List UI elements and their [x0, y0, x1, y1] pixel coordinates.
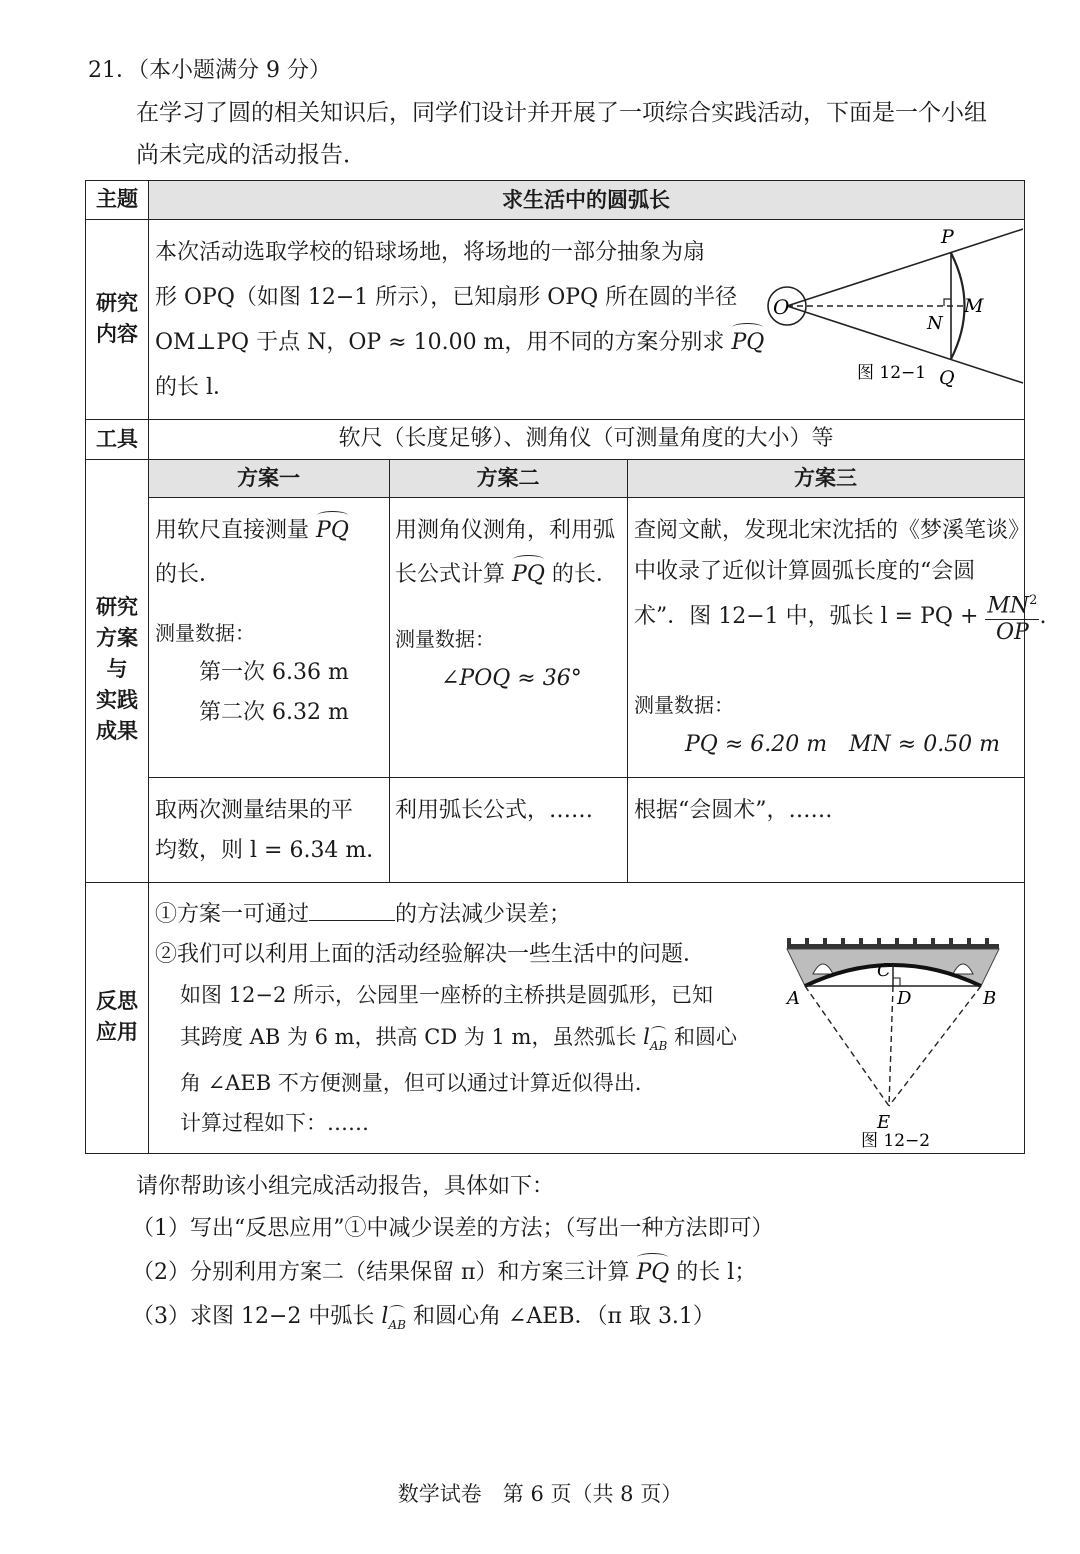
- plan-2-data-1: ∠POQ ≈ 36°: [441, 666, 582, 691]
- plan-3-data-1: PQ ≈ 6.20 m: [685, 732, 828, 757]
- plan-3-result: 根据“会圆术”，……: [634, 798, 833, 823]
- reflect-line-2: ②我们可以利用上面的活动经验解决一些生活中的问题．: [155, 942, 706, 967]
- plan-1-line-1: 用软尺直接测量 PQ: [155, 516, 349, 546]
- reflect-label: 反思 应用: [96, 989, 138, 1044]
- plan-1-result-1: 取两次测量结果的平: [155, 798, 354, 823]
- plan-1-result-2: 均数，则 l = 6.34 m．: [155, 838, 389, 863]
- plan-2-line-2: 长公式计算 PQ 的长．: [395, 560, 618, 590]
- question-intro-line-2: 尚未完成的活动报告．: [136, 142, 366, 168]
- label-m: M: [964, 295, 984, 317]
- topic-value: 求生活中的圆弧长: [502, 188, 670, 212]
- label-p: P: [941, 226, 954, 248]
- reflect-line-5: 角 ∠AEB 不方便测量，但可以通过计算近似得出．: [180, 1071, 656, 1095]
- label-a: A: [787, 988, 800, 1009]
- content-line-2: 形 OPQ（如图 12−1 所示），已知扇形 OPQ 所在圆的半径: [155, 285, 738, 310]
- label-o: O: [773, 295, 790, 319]
- plan-1-line-2: 的长．: [155, 562, 222, 587]
- plan-1-header: 方案一: [237, 466, 300, 490]
- figure-12-1: [757, 224, 1023, 418]
- plan-3-formula-fraction: $\frac{MN^2}{OP}$: [985, 588, 1039, 646]
- plan-2-header: 方案二: [476, 466, 540, 490]
- fill-blank[interactable]: [309, 900, 395, 921]
- label-c: C: [877, 960, 891, 981]
- label-b: B: [983, 988, 997, 1009]
- plan-2-line-1: 用测角仪测角，利用弧: [395, 518, 616, 543]
- plan-2-result: 利用弧长公式，……: [395, 798, 594, 823]
- activity-report-table: [85, 180, 1047, 1154]
- plan-1-data-2: 第二次 6.32 m: [199, 700, 349, 725]
- label-n: N: [927, 313, 943, 334]
- plan-3-line-2: 中收录了近似计算圆弧长度的“会圆: [634, 559, 976, 584]
- tools-value: 软尺（长度足够）、测角仪（可测量角度的大小）等: [338, 426, 834, 451]
- label-d: D: [897, 988, 912, 1009]
- plan-3-data-2: MN ≈ 0.50 m: [849, 732, 1001, 757]
- plan-3-line-1: 查阅文献，发现北宋沈括的《梦溪笔谈》: [634, 518, 1031, 543]
- task-1: （1）写出“反思应用”①中减少误差的方法；（写出一种方法即可）: [132, 1216, 774, 1241]
- task-2: （2）分别利用方案二（结果保留 π）和方案三计算 PQ 的长 l；: [132, 1258, 756, 1288]
- plan-1-data-title: 测量数据：: [155, 621, 255, 645]
- reflect-line-1: ①方案一可通过 的方法减少误差；: [155, 902, 572, 927]
- plan-3-header: 方案三: [794, 466, 857, 490]
- content-line-4: 的长 l．: [155, 375, 236, 400]
- question-intro-line-1: 在学习了圆的相关知识后，同学们设计并开展了一项综合实践活动，下面是一个小组: [136, 100, 987, 126]
- methods-label: 研究 方案 与 实践 成果: [96, 595, 138, 743]
- content-line-1: 本次活动选取学校的铅球场地，将场地的一部分抽象为扇: [155, 240, 706, 265]
- arc-pq: PQ: [731, 328, 764, 358]
- page-footer: 数学试卷 第 6 页（共 8 页）: [397, 1482, 683, 1506]
- fig-12-2-caption: 图 12−2: [861, 1131, 931, 1150]
- reflect-line-3: 如图 12−2 所示，公园里一座桥的主桥拱是圆弧形，已知: [180, 983, 714, 1007]
- content-line-3: OM⊥PQ 于点 N，OP ≈ 10.00 m，用不同的方案分别求 PQ: [155, 328, 764, 358]
- content-label: 研究 内容: [96, 291, 138, 346]
- tools-label: 工具: [96, 427, 138, 451]
- tasks-intro: 请你帮助该小组完成活动报告，具体如下：: [136, 1174, 555, 1199]
- plan-1-data-1: 第一次 6.36 m: [199, 660, 349, 685]
- question-number: 21．（本小题满分 9 分）: [88, 58, 331, 83]
- label-q: Q: [939, 367, 955, 389]
- figure-12-2: [785, 938, 1007, 1150]
- label-e: E: [877, 1112, 891, 1133]
- plan-3-line-3: 术”．图 12−1 中，弧长 l = PQ + $\frac{MN^2}{OP}$ .: [634, 588, 1046, 646]
- topic-label: 主题: [96, 187, 138, 211]
- reflect-line-4: 其跨度 AB 为 6 m，拱高 CD 为 1 m，虽然弧长 lAB 和圆心: [180, 1022, 737, 1055]
- reflect-line-6: 计算过程如下：……: [180, 1111, 369, 1135]
- plan-2-data-title: 测量数据：: [395, 627, 495, 651]
- fig-12-1-caption: 图 12−1: [857, 363, 927, 383]
- plan-3-data-title: 测量数据：: [634, 693, 734, 717]
- task-3: （3）求图 12−2 中弧长 lAB 和圆心角 ∠AEB．（π 取 3.1）: [132, 1302, 715, 1334]
